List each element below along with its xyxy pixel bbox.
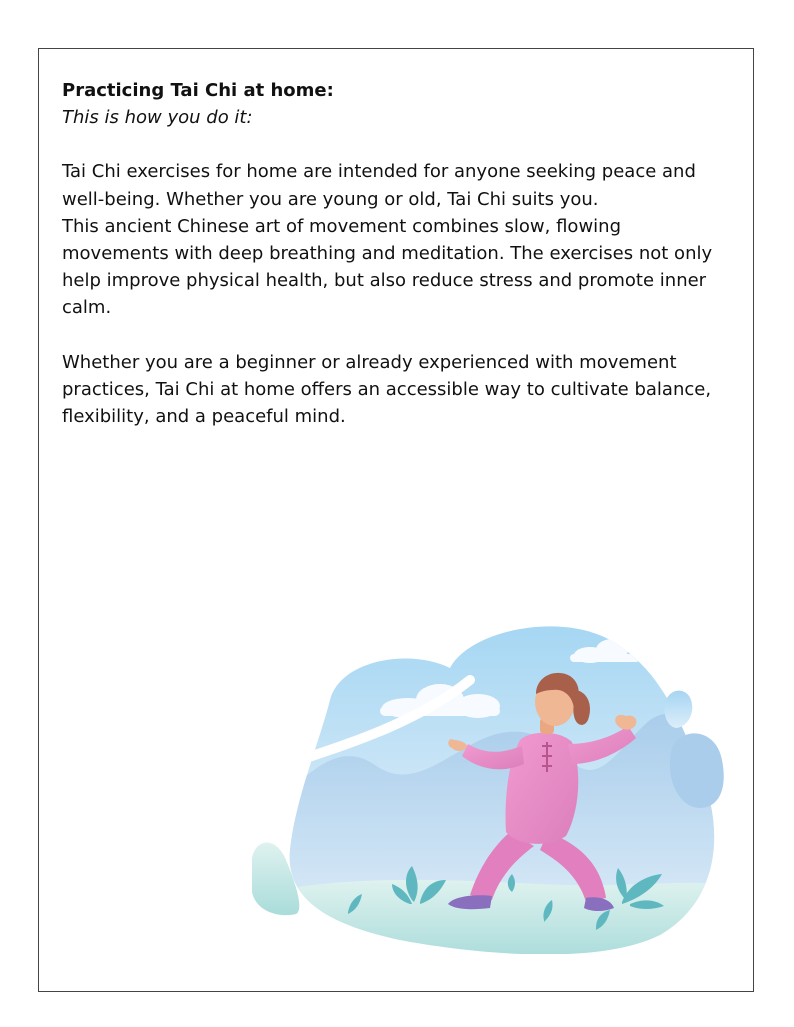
document-heading: Practicing Tai Chi at home:	[62, 80, 334, 101]
closing-paragraph: Whether you are a beginner or already experienced with movement practices, Tai Chi at home offers an accessible way to cultivate balance, flexibility, and a peaceful mind.	[62, 351, 712, 428]
document-subheading: This is how you do it:	[62, 107, 253, 129]
decorative-bubble	[664, 691, 692, 728]
intro-paragraph: Tai Chi exercises for home are intended for anyone seeking peace and well-being. Whether you are young or old, Tai Chi suits you. This ancient Chinese art of movement combines slow, flowing movements with deep breathing and meditation. The exercises not only help improve physical health, but also reduce stress and promote inner calm.	[62, 161, 713, 319]
tai-chi-illustration	[246, 618, 730, 954]
document-body	[62, 77, 722, 430]
